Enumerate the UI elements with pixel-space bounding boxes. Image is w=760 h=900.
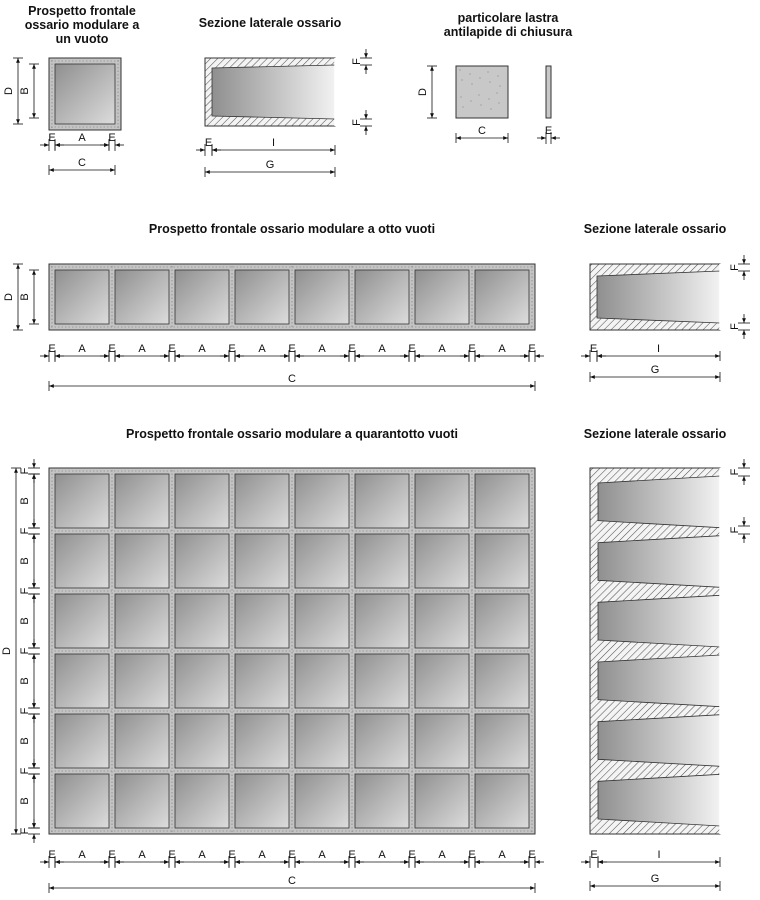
fortyeight-front-niche-cell xyxy=(475,774,529,828)
fortyeight-front-niche-cell xyxy=(175,474,229,528)
eight-front-niche-cell xyxy=(115,270,169,324)
fortyeight-front-niche-cell xyxy=(295,594,349,648)
fortyeight-front-niche-cell xyxy=(355,474,409,528)
fortyeight-dim-B-label: B xyxy=(18,737,31,745)
slab-speckle xyxy=(469,73,471,75)
fortyeight-front-niche-cell xyxy=(115,774,169,828)
fortyeight-front-niche-cell xyxy=(115,534,169,588)
single-dim-A-label: A xyxy=(78,131,86,144)
eight-dim-E-label: E xyxy=(288,342,296,355)
fortyeight-section-dim-F-top-label: F xyxy=(728,468,741,476)
eight-dim-A-label: A xyxy=(498,342,506,355)
fortyeight-dim-A-label: A xyxy=(78,848,86,861)
fortyeight-front-niche-cell xyxy=(115,714,169,768)
fortyeight-front-niche-cell xyxy=(295,654,349,708)
fortyeight-dim-F-label: F xyxy=(18,587,31,595)
fortyeight-section-dim-I-label: I xyxy=(657,848,661,861)
slab-dim-E-label: E xyxy=(544,124,553,137)
eight-front-niche-cell xyxy=(295,270,349,324)
fortyeight-front-niche-cell xyxy=(55,774,109,828)
slab-front xyxy=(456,66,508,118)
slab-detail-title-line-2: antilapide di chiusura xyxy=(443,25,573,39)
fortyeight-front-niche-cell xyxy=(115,474,169,528)
eight-section-niche-void xyxy=(597,271,720,323)
single-section-dim-F-bottom-label: F xyxy=(350,119,363,126)
eight-dim-A-label: A xyxy=(378,342,386,355)
fortyeight-dim-A-label: A xyxy=(378,848,386,861)
eight-section-dim-E-label: E xyxy=(589,342,598,355)
eight-dim-E-last-label: E xyxy=(528,342,536,355)
slab-speckle xyxy=(478,94,480,96)
eight-section-dim-I-label: I xyxy=(656,342,661,355)
fortyeight-front-niche-cell xyxy=(55,474,109,528)
eight-dim-E-label: E xyxy=(48,342,56,355)
fortyeight-dim-E-label: E xyxy=(348,848,356,861)
fortyeight-section-niche-void xyxy=(598,476,720,528)
fortyeight-front-niche-cell xyxy=(295,474,349,528)
eight-dim-D-label: D xyxy=(2,293,15,301)
eight-dim-A-label: A xyxy=(258,342,266,355)
fortyeight-dim-A-label: A xyxy=(138,848,146,861)
eight-dim-E-label: E xyxy=(168,342,176,355)
slab-speckle xyxy=(470,100,472,102)
slab-speckle xyxy=(499,85,501,87)
slab-speckle xyxy=(471,83,473,85)
fortyeight-front-niche-cell xyxy=(175,534,229,588)
fortyeight-front-niche-cell xyxy=(475,654,529,708)
eight-dim-B-label: B xyxy=(18,293,31,301)
eight-front-title: Prospetto frontale ossario modulare a otto vuoti xyxy=(148,222,436,236)
fortyeight-dim-F-label: F xyxy=(18,707,31,715)
slab-speckle xyxy=(460,96,462,98)
fortyeight-dim-A-label: A xyxy=(318,848,326,861)
slab-speckle xyxy=(489,81,491,83)
fortyeight-front-niche-cell xyxy=(235,534,289,588)
fortyeight-dim-F-label: F xyxy=(18,467,31,475)
fortyeight-front-niche-cell xyxy=(355,594,409,648)
slab-speckle xyxy=(498,102,500,104)
fortyeight-dim-A-label: A xyxy=(258,848,266,861)
fortyeight-dim-E-label: E xyxy=(108,848,116,861)
fortyeight-dim-E-label: E xyxy=(408,848,416,861)
fortyeight-front-niche-cell xyxy=(55,594,109,648)
fortyeight-dim-B-label: B xyxy=(18,497,31,505)
fortyeight-front-niche-cell xyxy=(55,534,109,588)
slab-detail-title-line-1: particolare lastra xyxy=(457,11,559,25)
fortyeight-front-niche-cell xyxy=(235,654,289,708)
eight-section-dim-G-label: G xyxy=(650,363,660,376)
eight-dim-A-label: A xyxy=(438,342,446,355)
slab-speckle xyxy=(480,104,482,106)
single-section-dim-I-label: I xyxy=(271,136,276,149)
eight-front-niche-cell xyxy=(475,270,529,324)
fortyeight-front-niche-cell xyxy=(475,714,529,768)
slab-speckle xyxy=(487,71,489,73)
single-section-dim-G-label: G xyxy=(265,158,275,171)
fortyeight-section-niche-void xyxy=(598,715,720,767)
eight-section-dim-F-bottom-label: F xyxy=(728,323,741,330)
fortyeight-front-niche-cell xyxy=(355,714,409,768)
fortyeight-section-niche-void xyxy=(598,536,720,588)
slab-dim-D-label: D xyxy=(416,88,429,96)
eight-dim-C-label: C xyxy=(288,372,296,385)
fortyeight-dim-E-label: E xyxy=(288,848,296,861)
slab-speckle xyxy=(459,69,461,71)
fortyeight-dim-E-label: E xyxy=(468,848,476,861)
fortyeight-front-niche-cell xyxy=(175,654,229,708)
fortyeight-front-niche-cell xyxy=(475,474,529,528)
fortyeight-dim-E-last-label: E xyxy=(528,848,536,861)
eight-front-niche-cell xyxy=(55,270,109,324)
slab-speckle xyxy=(461,79,463,81)
slab-side xyxy=(546,66,551,118)
slab-speckle xyxy=(497,75,499,77)
single-front-niche-cell xyxy=(55,64,115,124)
slab-dim-C-label: C xyxy=(478,124,486,137)
fortyeight-section-title: Sezione laterale ossario xyxy=(583,427,727,441)
slab-speckle xyxy=(496,92,498,94)
eight-dim-E-label: E xyxy=(408,342,416,355)
fortyeight-dim-B-label: B xyxy=(18,797,31,805)
fortyeight-front-niche-cell xyxy=(115,594,169,648)
fortyeight-section-niche-void xyxy=(598,595,720,647)
fortyeight-front-niche-cell xyxy=(415,774,469,828)
fortyeight-front-niche-cell xyxy=(415,474,469,528)
fortyeight-dim-B-label: B xyxy=(18,617,31,625)
fortyeight-front-niche-cell xyxy=(355,654,409,708)
fortyeight-front-niche-cell xyxy=(55,654,109,708)
fortyeight-dim-B-label: B xyxy=(18,677,31,685)
fortyeight-front-niche-cell xyxy=(475,534,529,588)
fortyeight-section-dim-E-label: E xyxy=(590,848,598,861)
eight-dim-E-label: E xyxy=(468,342,476,355)
single-dim-E-left-label: E xyxy=(48,131,56,144)
fortyeight-front-niche-cell xyxy=(175,594,229,648)
fortyeight-front-niche-cell xyxy=(355,774,409,828)
single-section-title: Sezione laterale ossario xyxy=(198,16,342,30)
slab-speckle xyxy=(479,77,481,79)
single-section-niche-void xyxy=(212,65,335,119)
fortyeight-front-niche-cell xyxy=(295,774,349,828)
fortyeight-front-niche-cell xyxy=(415,594,469,648)
fortyeight-front-niche-cell xyxy=(175,714,229,768)
fortyeight-dim-A-label: A xyxy=(198,848,206,861)
fortyeight-front-niche-cell xyxy=(475,594,529,648)
fortyeight-dim-E-label: E xyxy=(48,848,56,861)
fortyeight-dim-F-last-label: F xyxy=(18,827,31,835)
fortyeight-dim-E-label: E xyxy=(228,848,236,861)
slab-speckle xyxy=(488,98,490,100)
single-dim-C-label: C xyxy=(78,156,86,169)
eight-front-niche-cell xyxy=(355,270,409,324)
eight-dim-E-label: E xyxy=(348,342,356,355)
eight-front-niche-cell xyxy=(175,270,229,324)
drawing-layer xyxy=(1,49,750,893)
fortyeight-front-niche-cell xyxy=(415,534,469,588)
fortyeight-section-niche-void xyxy=(598,774,720,826)
fortyeight-dim-A-label: A xyxy=(498,848,506,861)
fortyeight-dim-D-label: D xyxy=(0,647,13,655)
eight-dim-A-label: A xyxy=(78,342,86,355)
fortyeight-front-niche-cell xyxy=(235,594,289,648)
eight-front-niche-cell xyxy=(235,270,289,324)
fortyeight-front-niche-cell xyxy=(295,534,349,588)
eight-dim-A-label: A xyxy=(318,342,326,355)
fortyeight-front-niche-cell xyxy=(355,534,409,588)
fortyeight-front-niche-cell xyxy=(415,714,469,768)
fortyeight-front-niche-cell xyxy=(175,774,229,828)
single-section-dim-E-label: E xyxy=(204,136,213,149)
fortyeight-section-dim-G-label: G xyxy=(650,872,660,885)
single-dim-B-label: B xyxy=(18,87,31,95)
slab-speckle xyxy=(490,108,492,110)
fortyeight-dim-F-label: F xyxy=(18,647,31,655)
fortyeight-dim-F-label: F xyxy=(18,527,31,535)
single-front-title-line-2: ossario modulare a xyxy=(24,18,140,32)
fortyeight-front-niche-cell xyxy=(235,774,289,828)
eight-dim-A-label: A xyxy=(198,342,206,355)
fortyeight-dim-E-label: E xyxy=(168,848,176,861)
fortyeight-section-dim-F-mid-label: F xyxy=(728,526,741,534)
eight-dim-A-label: A xyxy=(138,342,146,355)
single-dim-D-label: D xyxy=(2,87,15,95)
fortyeight-front-niche-cell xyxy=(115,654,169,708)
single-front-title-line-3: un vuoto xyxy=(55,32,109,46)
single-section-dim-F-top-label: F xyxy=(350,58,363,65)
fortyeight-front-niche-cell xyxy=(235,474,289,528)
fortyeight-dim-A-label: A xyxy=(438,848,446,861)
fortyeight-front-niche-cell xyxy=(295,714,349,768)
eight-dim-E-label: E xyxy=(108,342,116,355)
fortyeight-front-niche-cell xyxy=(415,654,469,708)
fortyeight-dim-C-label: C xyxy=(288,874,296,887)
fortyeight-dim-B-label: B xyxy=(18,557,31,565)
fortyeight-front-niche-cell xyxy=(55,714,109,768)
fortyeight-front-title: Prospetto frontale ossario modulare a quarantotto vuoti xyxy=(126,427,458,441)
fortyeight-section-niche-void xyxy=(598,655,720,707)
single-front-title-line-1: Prospetto frontale xyxy=(28,4,136,18)
slab-speckle xyxy=(462,106,464,108)
eight-section-dim-F-top-label: F xyxy=(728,264,741,271)
single-dim-E-right-label: E xyxy=(108,131,116,144)
eight-dim-E-label: E xyxy=(228,342,236,355)
eight-section-title: Sezione laterale ossario xyxy=(583,222,727,236)
fortyeight-dim-F-label: F xyxy=(18,767,31,775)
fortyeight-front-niche-cell xyxy=(235,714,289,768)
eight-front-niche-cell xyxy=(415,270,469,324)
